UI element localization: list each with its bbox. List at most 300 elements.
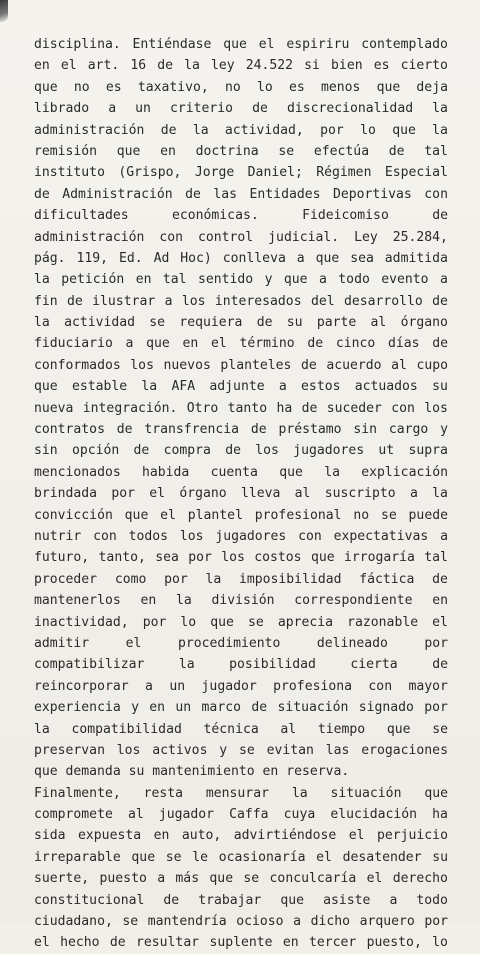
word: de [109,935,126,951]
text-line [34,719,448,740]
word: es [288,79,305,95]
word: conlleva [222,250,286,266]
word: cargo [388,422,429,438]
word: cuenta [210,464,258,480]
word: Jorge [194,165,235,181]
word: compromete [34,807,113,823]
word: nueva [34,400,74,416]
word: adjunte [209,379,265,395]
document-body [34,34,448,954]
word: si [304,58,320,74]
word: interesados [214,293,302,309]
word: se [380,507,397,523]
text-line [34,34,448,55]
word: a [164,293,173,309]
word: que [279,464,303,480]
text-line [34,291,448,312]
word: a [278,379,287,395]
word: 119, [76,250,109,266]
word: la [175,593,192,609]
word: de [163,892,180,908]
word: por [164,571,188,587]
word: 25.284, [392,229,448,245]
word: se [239,742,255,758]
word: de [307,336,324,352]
word: de [252,101,268,117]
word: tanto [227,400,268,416]
word: ha [276,400,293,416]
word: jugadores [293,443,365,459]
word: reserva. [286,764,350,780]
word: AFA [171,379,196,395]
word: se [248,614,264,630]
word: jugadores [215,528,287,544]
word: la [34,315,50,331]
text-line [34,868,448,889]
word: irreparable [34,849,121,865]
word: suplente [209,935,273,951]
word: a [125,336,134,352]
word: efectúa [313,143,370,159]
word: a [108,101,117,117]
text-line [34,248,448,269]
word: ciudadano, [34,914,113,930]
word: nutrir [34,528,82,544]
word: como [114,571,147,587]
text-line [34,269,448,290]
word: de [157,58,174,74]
word: su [432,379,448,395]
word: remisión [34,143,98,159]
word: ocioso [236,914,284,930]
word: la [184,58,200,74]
word: experiencia [34,700,121,716]
word: su [128,764,145,780]
word: suceder [326,400,382,416]
word: estos [301,379,341,395]
word: más [175,871,200,887]
word: Entiéndase [132,37,212,52]
word: puesto, [366,935,422,951]
word: a [293,914,301,930]
word: a [157,871,166,887]
word: por [424,700,448,716]
word: parte [316,315,357,331]
word: con [391,400,415,416]
word: un [169,678,186,694]
word: la [432,486,448,502]
word: resultar [136,935,200,951]
word: las [325,742,350,758]
text-line [34,911,448,932]
word: no [224,79,241,95]
word: constitucional [34,892,145,908]
word: de [250,422,267,438]
word: en [149,700,166,716]
word: un [175,700,192,716]
word: sea [350,250,374,266]
word: de [432,208,448,224]
word: no [73,79,90,95]
word: perjuicio [377,828,448,844]
word: el [34,935,50,951]
word: ha [432,807,448,823]
text-line [34,333,448,354]
word: que [116,143,141,159]
word: en [182,336,199,352]
word: por [188,550,212,566]
word: el [149,486,166,502]
word: signado [358,700,414,716]
word: librado [34,101,90,117]
text-line [34,184,448,205]
word: los [179,528,204,544]
word: de [185,186,201,202]
word: mantenimiento [152,764,255,780]
word: que [124,507,149,523]
word: a [296,250,305,266]
word: Régimen [316,165,372,181]
word: se [278,143,295,159]
word: Ed. [118,250,143,266]
word: el [348,828,365,844]
word: razonable [347,614,419,630]
word: días [387,336,420,352]
word: Ad [153,250,170,266]
word: que [146,336,170,352]
text-line [34,505,448,526]
word: requiera [179,315,243,331]
word: de [251,700,268,716]
word: actuados [354,379,418,395]
word: espiriru [286,37,350,52]
word: instituto [34,165,105,181]
word: admitir [34,635,90,651]
word: evento [381,272,429,288]
word: de [67,293,83,309]
text-line [34,697,448,718]
word: dificultades [34,208,129,224]
word: auto, [181,828,222,844]
word: el [60,58,77,74]
text-line [34,355,448,376]
word: disciplina. [34,37,121,52]
word: sentido [197,272,254,288]
word: mencionados [34,464,121,480]
word: actividad, [224,122,304,138]
word: que [209,871,234,887]
word: control [198,229,254,245]
word: por [111,486,136,502]
word: taxativo, [137,79,209,95]
word: todo [416,892,448,908]
word: a [409,486,418,502]
word: explicación [361,464,448,480]
word: judicial. [268,229,340,245]
word: cinco [335,336,376,352]
word: lo [360,122,376,138]
word: no [353,507,370,523]
word: de [34,186,50,202]
word: Entidades [249,186,321,202]
word: su [432,849,448,865]
word: contratos [34,422,105,438]
word: cierto [400,58,448,74]
text-line [34,526,448,547]
word: por [424,635,448,651]
word: art. [87,58,120,74]
word: en [153,828,170,844]
word: ley [211,58,235,74]
word: ut [378,443,395,459]
word: evitan [266,742,314,758]
word: le [192,849,209,865]
word: doctrina [195,143,259,159]
word: de [225,443,241,459]
word: en [135,272,152,288]
word: deja [416,79,448,95]
word: Otro [186,400,219,416]
word: mensurar [205,785,269,801]
word: planteles [220,357,292,373]
word: Caffa [229,807,269,823]
text-line [34,376,448,397]
word: delineado [316,635,388,651]
word: a [145,678,153,694]
word: tal [162,272,187,288]
word: de [116,422,133,438]
word: transfrencia [144,422,239,438]
word: costos [254,550,302,566]
word: arquero [359,914,415,930]
word: todo [338,272,370,288]
text-line [34,569,448,590]
word: en [432,593,448,609]
word: ilustrar [92,293,156,309]
word: sin [353,422,377,438]
word: cupo [416,357,448,373]
word: situación [277,700,349,716]
word: administración [34,122,145,138]
word: mayor [408,678,448,694]
word: brindada [34,486,98,502]
word: con [159,229,184,245]
word: su [286,315,303,331]
word: órgano [400,315,448,331]
word: tal [424,143,448,159]
word: cuya [283,807,316,823]
text-line [34,783,448,804]
word: suerte, [34,871,90,887]
word: derecho [392,871,448,887]
word: la [178,657,195,673]
word: que [210,614,234,630]
word: pág. [34,250,66,266]
text-line [34,547,448,568]
word: habida [142,464,190,480]
word: todos [128,528,169,544]
word: que [280,892,305,908]
word: que [392,122,416,138]
word: que [376,79,401,95]
word: y [440,422,448,438]
text-line [34,312,448,333]
word: se [149,315,166,331]
word: que [310,550,335,566]
word: que [131,849,156,865]
word: el [366,871,383,887]
text-line [34,761,448,782]
text-line [34,804,448,825]
word: el [432,614,448,630]
text-line [34,227,448,248]
word: demanda [65,764,121,780]
word: conculcaría [269,871,357,887]
word: que [315,250,340,266]
text-line [34,483,448,504]
word: tanto, [98,550,146,566]
word: al [370,315,387,331]
word: correspondiente [294,593,413,609]
word: sea [155,550,179,566]
word: en [160,143,176,159]
word: acuerdo [326,357,382,373]
word: la [432,122,448,138]
word: a [318,272,327,288]
text-line [34,462,448,483]
word: administración [34,229,145,245]
text-line [34,162,448,183]
word: la [192,122,209,138]
word: por [320,122,344,138]
text-line [34,740,448,761]
word: con [424,186,448,202]
word: a [389,892,398,908]
word: lo [432,935,448,951]
word: Deportivas [332,186,412,202]
word: Hoc) [180,250,212,266]
word: nuevos [163,357,211,373]
word: que [386,721,411,737]
word: por [424,914,448,930]
word: el [258,37,275,52]
word: de [256,315,273,331]
word: lo [256,79,273,95]
word: de [432,336,448,352]
word: que [34,79,58,95]
word: criterio [170,101,234,117]
text-line [34,398,448,419]
word: que [283,272,308,288]
word: admitida [384,250,448,266]
word: de [388,143,405,159]
word: de [300,357,317,373]
text-line [34,932,448,953]
word: discrecionalidad [286,101,414,117]
word: mantenerlos [34,593,121,609]
word: técnica [203,721,259,737]
word: petición [61,272,125,288]
word: procedimiento [177,635,281,651]
word: compra [163,443,211,459]
word: de [160,122,177,138]
word: integración. [82,400,178,416]
text-line [34,825,448,846]
word: posibilidad [229,657,316,673]
word: erogaciones [361,742,448,758]
word: el [210,336,227,352]
word: elucidación [330,807,418,823]
word: con [298,528,322,544]
text-line [34,419,448,440]
text-line [34,890,448,911]
word: profesiona [273,678,352,694]
word: lleva [240,486,281,502]
word: expectativas [333,528,429,544]
word: la [141,379,158,395]
word: futuro, [34,550,90,566]
word: de [133,443,150,459]
word: 16 [130,58,147,74]
word: y [131,700,139,716]
word: profesional [254,507,342,523]
word: trabajar [198,892,262,908]
text-line [34,98,448,119]
word: (Grispo, [118,165,182,181]
word: lo [180,614,197,630]
word: actividad [64,315,136,331]
word: de [432,657,448,673]
word: de [301,400,318,416]
text-line [34,55,448,76]
word: 24.522 [245,58,294,74]
word: en [140,593,157,609]
word: se [165,849,182,865]
word: inactividad, [34,614,129,630]
word: compatibilizar [34,657,145,673]
word: tal [424,550,448,566]
word: puede [408,507,448,523]
text-line [34,633,448,654]
word: de [432,293,448,309]
word: de [432,571,448,587]
word: imposibilidad [239,571,342,587]
word: que [34,379,58,395]
word: a [440,528,448,544]
word: mantendría [147,914,227,930]
text-line [34,847,448,868]
word: menos [320,79,361,95]
word: la [34,272,50,288]
word: desarrollo [343,293,423,309]
word: en [282,935,299,951]
word: fáctica [359,571,415,587]
word: los [255,443,279,459]
word: al [280,721,297,737]
word: Fideicomiso [302,208,389,224]
word: los [130,357,154,373]
word: expuesta [78,828,142,844]
word: conformados [34,357,121,373]
word: hecho [60,935,100,951]
word: fin [34,293,58,309]
word: los [424,400,448,416]
word: con [368,678,393,694]
word: puesto [99,871,147,887]
word: proceder [34,571,98,587]
word: suscripto [324,486,396,502]
text-line [34,440,448,461]
